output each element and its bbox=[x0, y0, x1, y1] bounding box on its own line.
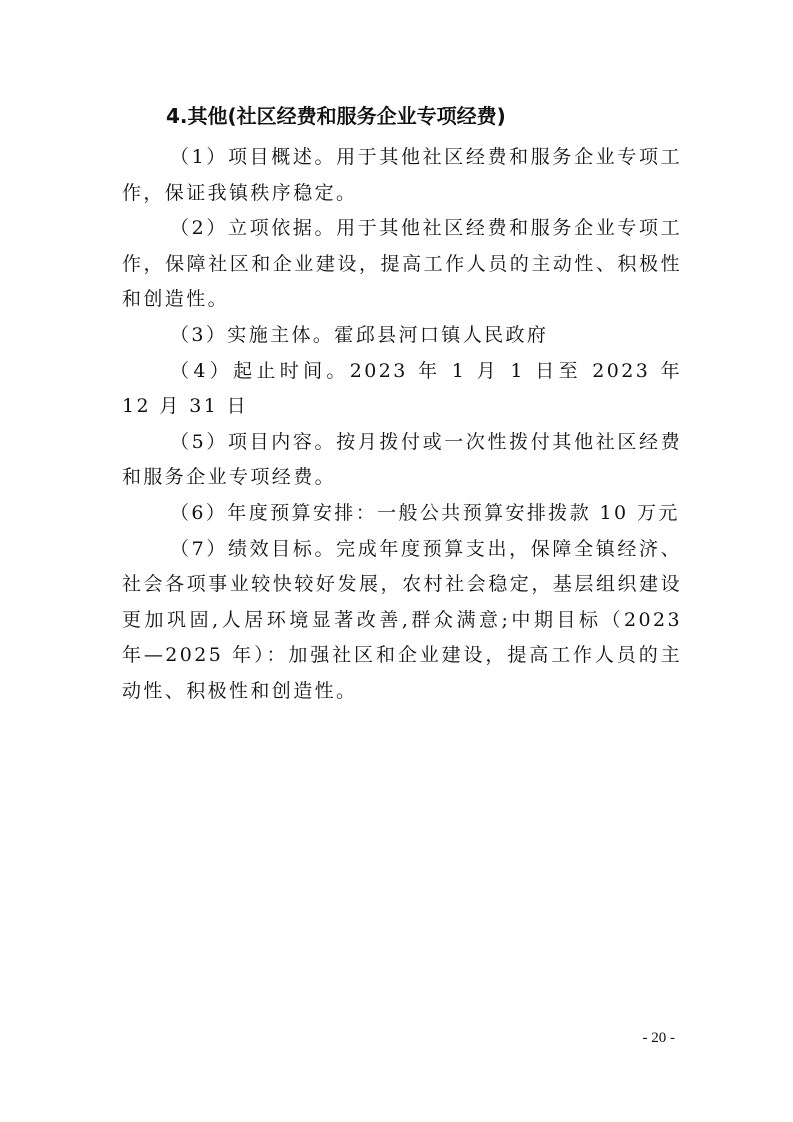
paragraph-targets: （7）绩效目标。完成年度预算支出，保障全镇经济、社会各项事业较快较好发展，农村社会稳定，基层组织建设更加巩固,人居环境显著改善,群众满意;中期目标（2023 年—2025 年）：加强社区和企业建设，提高工作人员的主动性、积极性和创造性。 bbox=[122, 537, 682, 702]
page-number: - 20 - bbox=[642, 1030, 675, 1046]
paragraph-overview: （1）项目概述。用于其他社区经费和服务企业专项工作，保证我镇秩序稳定。 bbox=[122, 146, 682, 204]
section-heading: 4.其他(社区经费和服务企业专项经费) bbox=[166, 104, 506, 128]
paragraph-implementer: （3）实施主体。霍邱县河口镇人民政府 bbox=[170, 323, 549, 346]
section-body bbox=[122, 140, 682, 710]
paragraph-content: （5）项目内容。按月拨付或一次性拨付其他社区经费和服务企业专项经费。 bbox=[122, 430, 682, 489]
paragraph-budget: （6）年度预算安排：一般公共预算安排拨款 10 万元 bbox=[170, 501, 680, 524]
paragraph-period: （4）起止时间。2023 年 1 月 1 日至 2023 年 12 月 31 日 bbox=[122, 359, 682, 418]
paragraph-basis: （2）立项依据。用于其他社区经费和服务企业专项工作，保障社区和企业建设，提高工作人员的主动性、积极性和创造性。 bbox=[122, 217, 682, 311]
